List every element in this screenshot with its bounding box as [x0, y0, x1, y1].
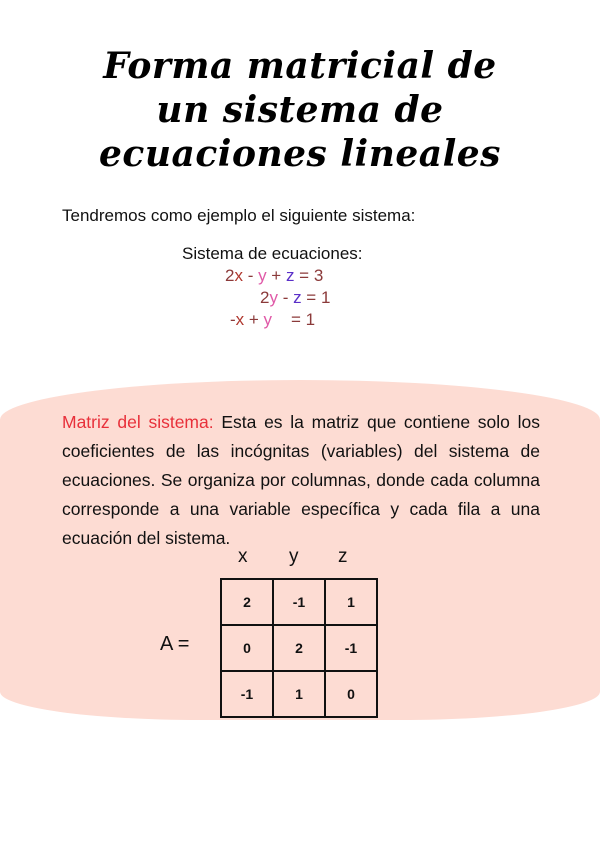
matrix-row	[221, 579, 377, 625]
eq1-var-x: x	[234, 266, 243, 285]
var-label-z: z	[338, 546, 348, 567]
equation-3	[230, 309, 411, 331]
eq1-op-1: -	[242, 266, 259, 285]
matrix-cell: 1	[325, 579, 377, 625]
eq2-var-z: z	[293, 288, 302, 307]
eq2-coef: 2	[260, 288, 270, 307]
matrix-description-text: Esta es la matriz que contiene solo los coeficientes de las incógnitas (variables) del sistema de ecuaciones. Se organiza por columnas, donde cada columna corresponde a una variable específica y cada fila a una ecuación del sistema.	[62, 411, 540, 548]
matrix-cell: 2	[221, 579, 273, 625]
eq3-var-y: y	[263, 310, 273, 329]
eq2-rhs: = 1	[301, 288, 331, 307]
eq1-coef: 2	[225, 266, 235, 285]
intro-text: Tendremos como ejemplo el siguiente sistema:	[62, 206, 416, 225]
var-label-x: x	[238, 546, 248, 567]
title-line-3: ecuaciones lineales	[99, 133, 501, 175]
matrix-cell: -1	[221, 671, 273, 717]
eq1-var-y: y	[258, 266, 267, 285]
matrix-heading: Matriz del sistema:	[62, 411, 214, 432]
matrix-cell: 0	[221, 625, 273, 671]
eq3-var-x: x	[235, 310, 245, 329]
eq1-var-z: z	[285, 266, 295, 285]
eq3-rhs: = 1	[272, 310, 316, 329]
coefficient-matrix	[220, 578, 378, 718]
eq2-op-1: -	[277, 288, 294, 307]
matrix-label: A =	[160, 633, 190, 655]
title-line-1: Forma matricial de	[103, 45, 497, 87]
matrix-cell: -1	[325, 625, 377, 671]
matrix-cell: 0	[325, 671, 377, 717]
equation-1	[225, 265, 406, 287]
eq3-op-1: +	[244, 310, 264, 329]
matrix-cell: -1	[273, 579, 325, 625]
page-title	[0, 44, 600, 176]
matrix-cell: 1	[273, 671, 325, 717]
matrix-row	[221, 671, 377, 717]
matrix-cell: 2	[273, 625, 325, 671]
eq3-coef: -	[230, 310, 236, 329]
matrix-description	[62, 408, 540, 553]
system-label: Sistema de ecuaciones:	[182, 244, 363, 263]
matrix-row	[221, 625, 377, 671]
eq1-op-2: +	[266, 266, 286, 285]
equation-system	[182, 244, 363, 331]
equation-2	[260, 287, 441, 309]
eq2-var-y: y	[269, 288, 278, 307]
var-label-y: y	[289, 546, 299, 567]
title-line-2: un sistema de	[156, 89, 444, 131]
eq1-rhs: = 3	[294, 266, 324, 285]
